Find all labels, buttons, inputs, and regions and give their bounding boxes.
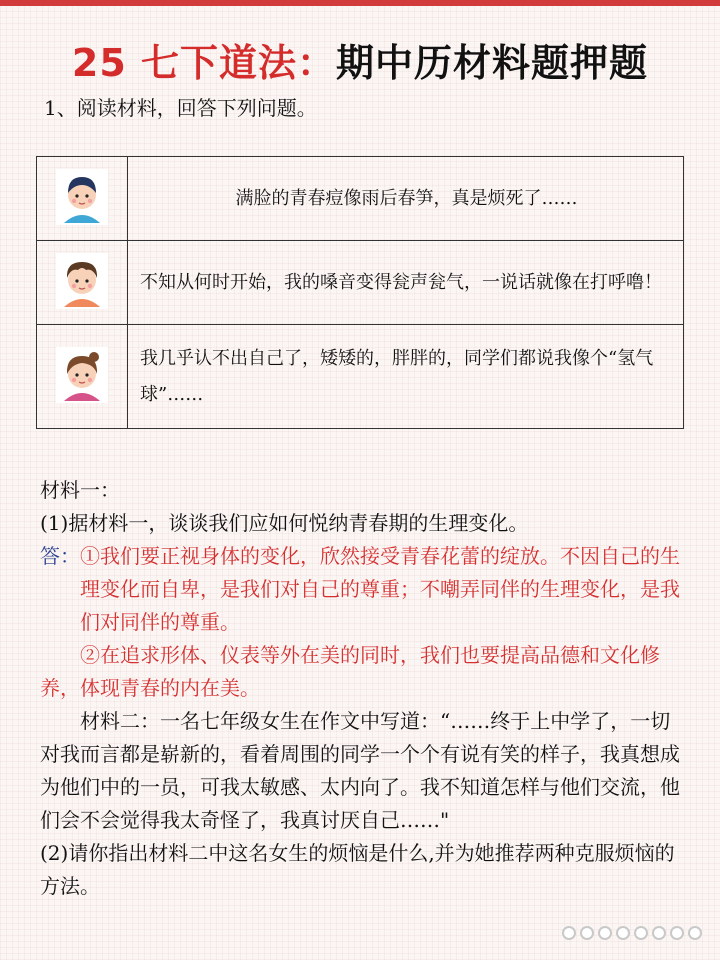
- answer-1-part2: ②在追求形体、仪表等外在美的同时，我们也要提高品德和文化修养，体现青春的内在美。: [40, 643, 660, 700]
- indicator-dot: [616, 926, 630, 940]
- title-black-part: 期中历材料题押题: [336, 41, 649, 85]
- table-row: [37, 325, 684, 429]
- dialogue-text-2: 不知从何时开始，我的嗓音变得瓮声瓮气，一说话就像在打呼噜！: [128, 241, 684, 325]
- dialogue-table: [36, 156, 684, 429]
- page-title: [0, 38, 720, 88]
- table-row: [37, 241, 684, 325]
- dialogue-text-1: 满脸的青春痘像雨后春笋，真是烦死了……: [128, 157, 684, 241]
- indicator-dot: [688, 926, 702, 940]
- indicator-dot: [562, 926, 576, 940]
- top-accent-bar: [0, 0, 720, 6]
- girl-avatar-icon: [56, 347, 108, 403]
- answer-1-part1: ①我们要正视身体的变化，欣然接受青春花蕾的绽放。不因自己的生理变化而自卑，是我们对自己的尊重；不嘲弄同伴的生理变化，是我们对同伴的尊重。: [80, 544, 680, 634]
- answer-1-block: [40, 540, 690, 639]
- material1-label: 材料一：: [40, 478, 120, 502]
- question-1: (1)据材料一，谈谈我们应如何悦纳青春期的生理变化。: [40, 511, 529, 535]
- question-2: (2)请你指出材料二中这名女生的烦恼是什么,并为她推荐两种克服烦恼的方法。: [40, 841, 675, 898]
- material2-text: 材料二：一名七年级女生在作文中写道：“……终于上中学了，一切对我而言都是崭新的，看着周围的同学一个个有说有笑的样子，我真想成为他们中的一员，可我太敏感、太内向了。我不知道怎样与他们交流，他们会不会觉得我太奇怪了，我真讨厌自己……": [40, 709, 680, 832]
- question-intro: 1、阅读材料，回答下列问题。: [44, 96, 317, 120]
- table-row: [37, 157, 684, 241]
- dialogue-text-3: 我几乎认不出自己了，矮矮的，胖胖的，同学们都说我像个“氢气球”……: [128, 325, 684, 429]
- indicator-dot: [634, 926, 648, 940]
- indicator-dot: [652, 926, 666, 940]
- indicator-dot: [580, 926, 594, 940]
- indicator-dot: [598, 926, 612, 940]
- indicator-dot: [670, 926, 684, 940]
- page-indicator-dots: [562, 926, 702, 940]
- boy-avatar-icon: [56, 169, 108, 225]
- material-section: [40, 474, 690, 903]
- boy-curly-avatar-icon: [56, 253, 108, 309]
- answer-label: 答：: [40, 544, 80, 568]
- title-red-part: 25 七下道法：: [71, 41, 337, 85]
